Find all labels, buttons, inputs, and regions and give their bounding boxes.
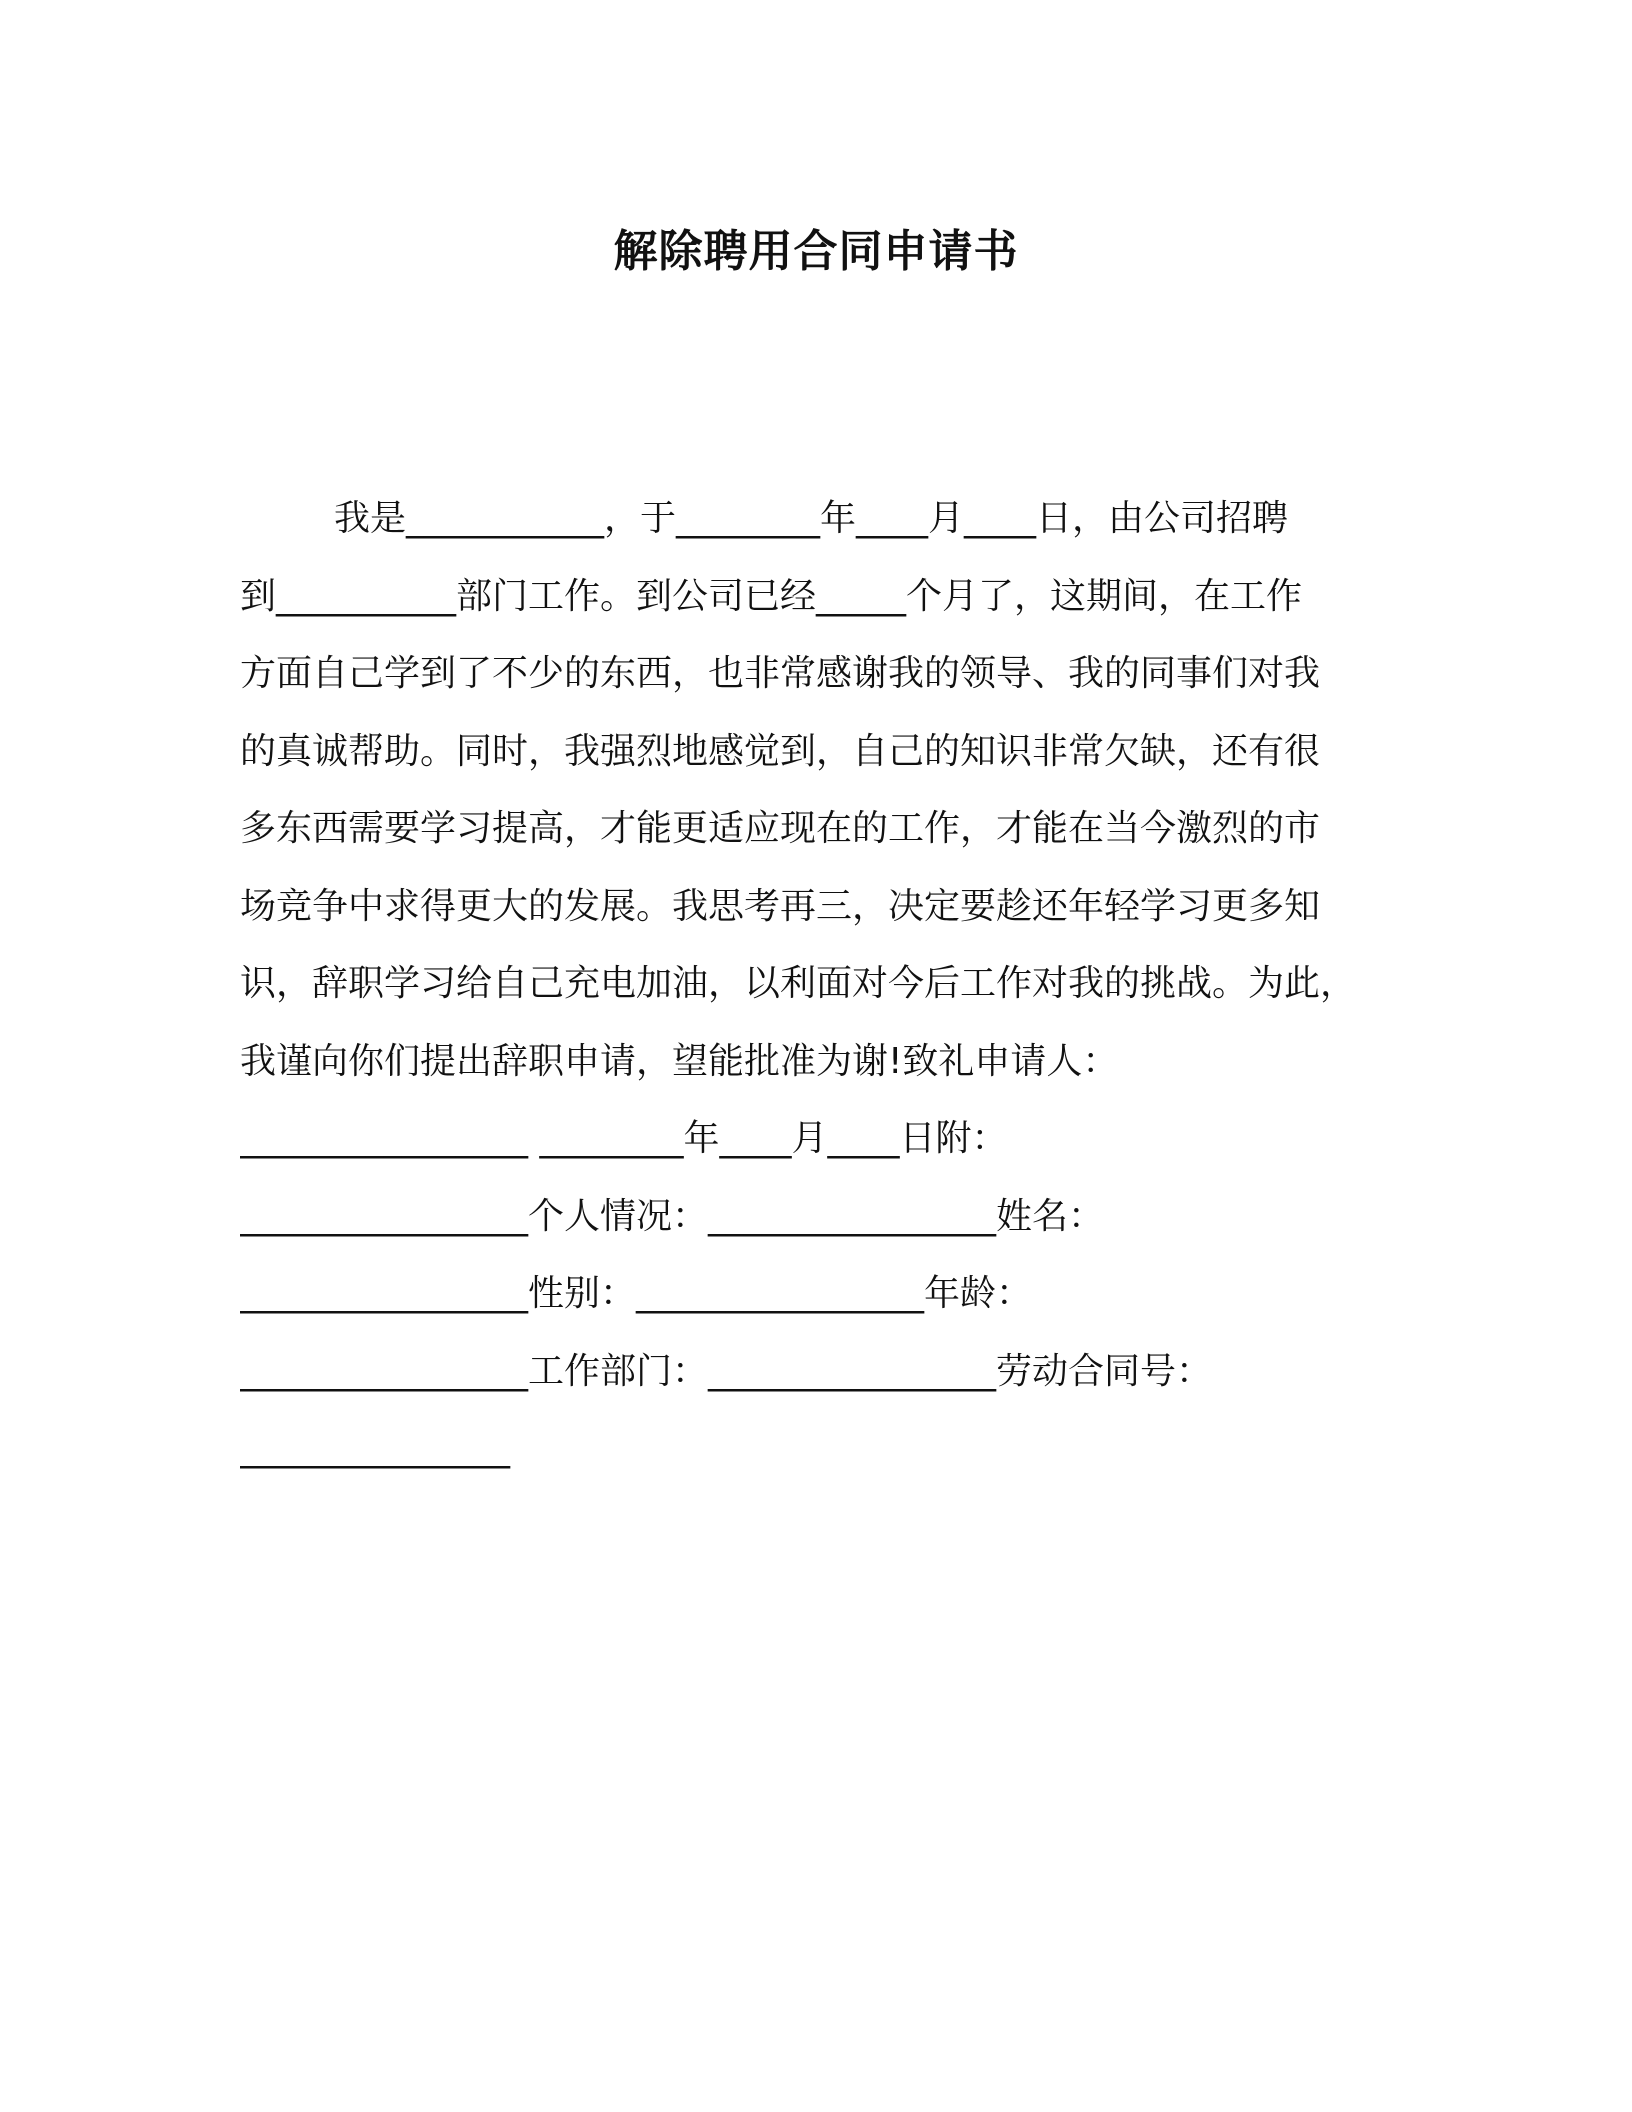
gender-age-line: ________________性别：________________年龄： xyxy=(240,1273,1033,1314)
final-blank-line: _______________ xyxy=(240,1428,510,1469)
body-line-2: 到__________部门工作。到公司已经_____个月了，这期间，在工作 xyxy=(240,575,1303,617)
signature-date-line: ________________ ________年____月____日附： xyxy=(240,1118,1008,1159)
body-line-5: 多东西需要学习提高，才能更适应现在的工作，才能在当今激烈的市 xyxy=(240,808,1321,849)
body-line-4: 的真诚帮助。同时，我强烈地感觉到，自己的知识非常欠缺，还有很 xyxy=(240,730,1321,772)
department-contract-line: ________________工作部门：________________劳动合同号： xyxy=(240,1350,1213,1392)
personal-info-name-line: ________________个人情况：________________姓名： xyxy=(240,1195,1105,1237)
body-line-1: 我是___________，于________年____月____日，由公司招聘 xyxy=(334,498,1289,539)
document-title: 解除聘用合同申请书 xyxy=(613,226,1019,277)
body-line-6: 场竞争中求得更大的发展。我思考再三，决定要趁还年轻学习更多知 xyxy=(240,885,1321,927)
body-line-7: 识，辞职学习给自己充电加油，以利面对今后工作对我的挑战。为此， xyxy=(240,963,1357,1004)
document-body xyxy=(240,494,1392,1502)
body-line-3: 方面自己学到了不少的东西，也非常感谢我的领导、我的同事们对我 xyxy=(240,653,1321,694)
body-line-8: 我谨向你们提出辞职申请，望能批准为谢!致礼申请人： xyxy=(240,1040,1119,1082)
